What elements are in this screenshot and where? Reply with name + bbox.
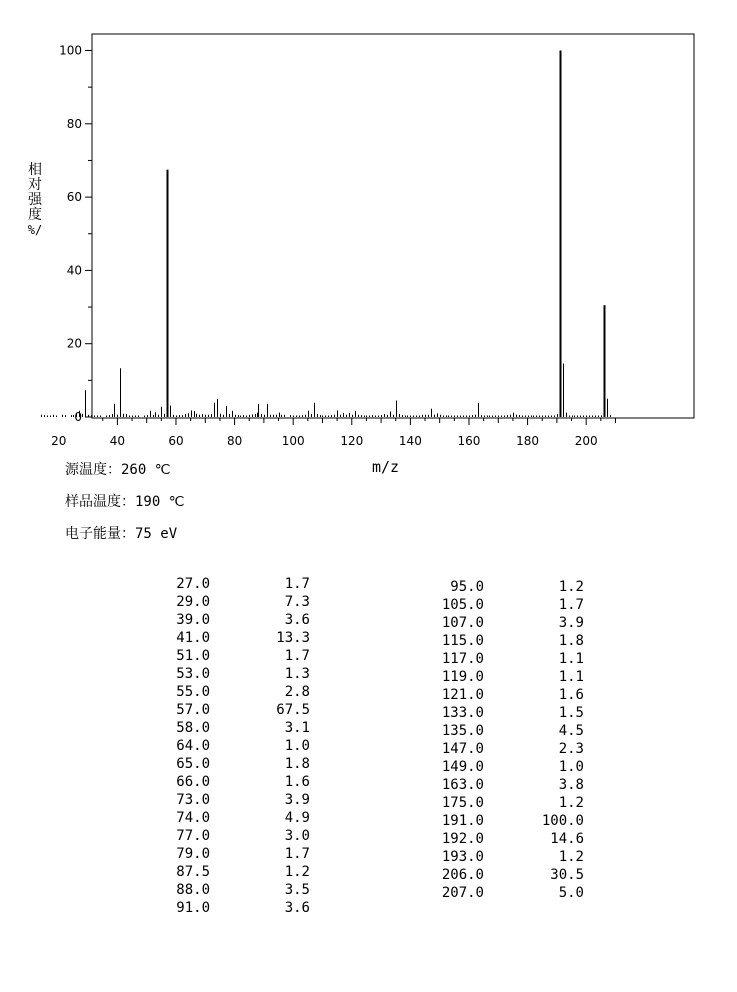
peak-mz: 87.5 [176, 864, 210, 880]
peak-table-row [434, 812, 584, 830]
x-tick-label: 60 [168, 434, 184, 448]
y-axis-label-char: 度 [28, 207, 42, 223]
spectrum-peaks [42, 51, 611, 418]
peak-table-row [170, 719, 310, 737]
peak-table-row [434, 686, 584, 704]
peak-table-row [434, 776, 584, 794]
peak-intensity: 1.2 [558, 795, 584, 811]
peak-mz: 175.0 [441, 795, 484, 811]
x-tick-label: 100 [281, 434, 305, 448]
peak-table-row [434, 848, 584, 866]
peak-intensity: 5.0 [558, 885, 584, 901]
y-axis-label-char: %/ [27, 223, 43, 237]
peak-table-row [170, 575, 310, 593]
peak-intensity: 3.0 [284, 828, 310, 844]
y-axis-ticks [59, 44, 92, 425]
y-tick-label: 80 [66, 116, 82, 131]
peak-mz: 206.0 [441, 867, 484, 883]
y-axis-label-char: 相 [28, 162, 42, 178]
peak-table-row [170, 881, 310, 899]
source-temperature-value: 260 ℃ [121, 462, 171, 478]
peak-mz: 66.0 [176, 774, 210, 790]
peak-table-row [434, 884, 584, 902]
peak-table-row [170, 701, 310, 719]
peak-intensity: 1.1 [558, 651, 584, 667]
peak-intensity: 1.2 [284, 864, 310, 880]
sample-temperature-label: 样品温度： [65, 494, 135, 510]
peak-intensity: 1.5 [558, 705, 584, 721]
x-tick-label: 20 [51, 434, 67, 448]
peak-table-row [434, 668, 584, 686]
peak-mz: 163.0 [441, 777, 484, 793]
peak-intensity: 1.2 [558, 579, 584, 595]
peak-mz: 77.0 [176, 828, 210, 844]
peak-table-row [170, 845, 310, 863]
peak-table-row [170, 809, 310, 827]
peak-mz: 133.0 [441, 705, 484, 721]
peak-mz: 29.0 [176, 594, 210, 610]
peak-mz: 105.0 [441, 597, 484, 613]
peak-intensity: 1.7 [284, 576, 310, 592]
peak-table-row [170, 791, 310, 809]
x-tick-label: 80 [226, 434, 243, 448]
peak-mz: 39.0 [176, 612, 210, 628]
peak-table-row [434, 704, 584, 722]
peak-intensity: 1.6 [558, 687, 584, 703]
electron-energy-label: 电子能量： [65, 526, 135, 542]
peak-intensity: 2.8 [284, 684, 310, 700]
peak-mz: 64.0 [176, 738, 210, 754]
peak-table-row [434, 578, 584, 596]
x-axis-label: m/z [372, 458, 400, 476]
peak-table-row [170, 665, 310, 683]
peak-mz: 74.0 [176, 810, 210, 826]
peak-table-row [170, 899, 310, 917]
x-tick-label: 40 [109, 434, 126, 448]
peak-mz: 117.0 [441, 651, 484, 667]
y-tick-label: 100 [59, 43, 82, 58]
peak-intensity: 100.0 [541, 813, 584, 829]
peak-intensity: 4.9 [284, 810, 310, 826]
electron-energy-value: 75 eV [135, 526, 178, 542]
peak-intensity: 3.8 [558, 777, 584, 793]
peak-intensity: 1.0 [284, 738, 310, 754]
peak-table-row [434, 740, 584, 758]
peak-intensity: 1.3 [284, 666, 310, 682]
y-tick-label: 20 [66, 336, 82, 351]
peak-mz: 191.0 [441, 813, 484, 829]
peak-mz: 193.0 [441, 849, 484, 865]
peak-intensity: 1.7 [558, 597, 584, 613]
peak-intensity: 3.1 [284, 720, 310, 736]
peak-intensity: 1.7 [284, 846, 310, 862]
peak-mz: 121.0 [441, 687, 484, 703]
y-tick-label: 0 [74, 410, 82, 424]
peak-table-row [170, 773, 310, 791]
peak-mz: 147.0 [441, 741, 484, 757]
peak-mz: 95.0 [450, 579, 484, 595]
peak-table-row [170, 863, 310, 881]
peak-intensity: 4.5 [558, 723, 584, 739]
x-axis-ticks [51, 418, 615, 448]
x-tick-label: 160 [457, 434, 481, 448]
peak-table-row [434, 758, 584, 776]
peak-mz: 53.0 [176, 666, 210, 682]
peak-intensity: 3.6 [284, 612, 310, 628]
peak-mz: 192.0 [441, 831, 484, 847]
y-tick-label: 60 [66, 190, 82, 205]
peak-table-row [170, 755, 310, 773]
x-tick-label: 120 [340, 434, 364, 448]
peak-table-row [434, 866, 584, 884]
peak-table-row [434, 794, 584, 812]
peak-mz: 119.0 [441, 669, 484, 685]
y-axis-label-char: 对 [28, 177, 42, 193]
peak-table-row [170, 647, 310, 665]
peak-intensity: 30.5 [550, 867, 584, 883]
peak-mz: 135.0 [441, 723, 484, 739]
peak-mz: 207.0 [441, 885, 484, 901]
x-tick-label: 180 [516, 434, 540, 448]
peak-mz: 55.0 [176, 684, 210, 700]
peak-mz: 149.0 [441, 759, 484, 775]
peak-mz: 57.0 [176, 702, 210, 718]
peak-intensity: 1.6 [284, 774, 310, 790]
peak-intensity: 1.8 [284, 756, 310, 772]
peak-table-row [170, 827, 310, 845]
sample-temperature-value: 190 ℃ [135, 494, 185, 510]
peak-table-right [434, 578, 584, 902]
peak-intensity: 13.3 [276, 630, 310, 646]
peak-mz: 41.0 [176, 630, 210, 646]
peak-intensity: 3.9 [558, 615, 584, 631]
peak-mz: 91.0 [176, 900, 210, 916]
peak-intensity: 2.3 [558, 741, 584, 757]
peak-table-row [434, 632, 584, 650]
peak-mz: 65.0 [176, 756, 210, 772]
sample-temperature [65, 491, 184, 511]
peak-intensity: 3.6 [284, 900, 310, 916]
peak-mz: 88.0 [176, 882, 210, 898]
electron-energy [65, 523, 177, 543]
x-tick-label: 140 [398, 434, 422, 448]
peak-intensity: 3.9 [284, 792, 310, 808]
source-temperature-label: 源温度： [65, 462, 121, 478]
peak-mz: 51.0 [176, 648, 210, 664]
peak-mz: 79.0 [176, 846, 210, 862]
peak-intensity: 1.1 [558, 669, 584, 685]
y-axis-label [27, 163, 43, 238]
peak-intensity: 67.5 [276, 702, 310, 718]
peak-mz: 27.0 [176, 576, 210, 592]
source-temperature [65, 459, 170, 479]
peak-mz: 73.0 [176, 792, 210, 808]
peak-table-left [170, 575, 310, 917]
y-axis-label-char: 强 [28, 192, 42, 208]
y-tick-label: 40 [66, 263, 82, 278]
peak-intensity: 1.7 [284, 648, 310, 664]
peak-mz: 107.0 [441, 615, 484, 631]
peak-table-row [434, 650, 584, 668]
peak-table-row [434, 596, 584, 614]
peak-table-row [170, 611, 310, 629]
peak-table-row [170, 629, 310, 647]
peak-mz: 115.0 [441, 633, 484, 649]
peak-table-row [434, 830, 584, 848]
peak-intensity: 1.0 [558, 759, 584, 775]
peak-table-row [434, 722, 584, 740]
x-tick-label: 200 [574, 434, 598, 448]
peak-table-row [434, 614, 584, 632]
peak-intensity: 7.3 [284, 594, 310, 610]
peak-intensity: 1.2 [558, 849, 584, 865]
peak-table-row [170, 593, 310, 611]
peak-intensity: 14.6 [550, 831, 584, 847]
peak-intensity: 1.8 [558, 633, 584, 649]
peak-mz: 58.0 [176, 720, 210, 736]
peak-table-row [170, 737, 310, 755]
peak-table-row [170, 683, 310, 701]
peak-intensity: 3.5 [284, 882, 310, 898]
